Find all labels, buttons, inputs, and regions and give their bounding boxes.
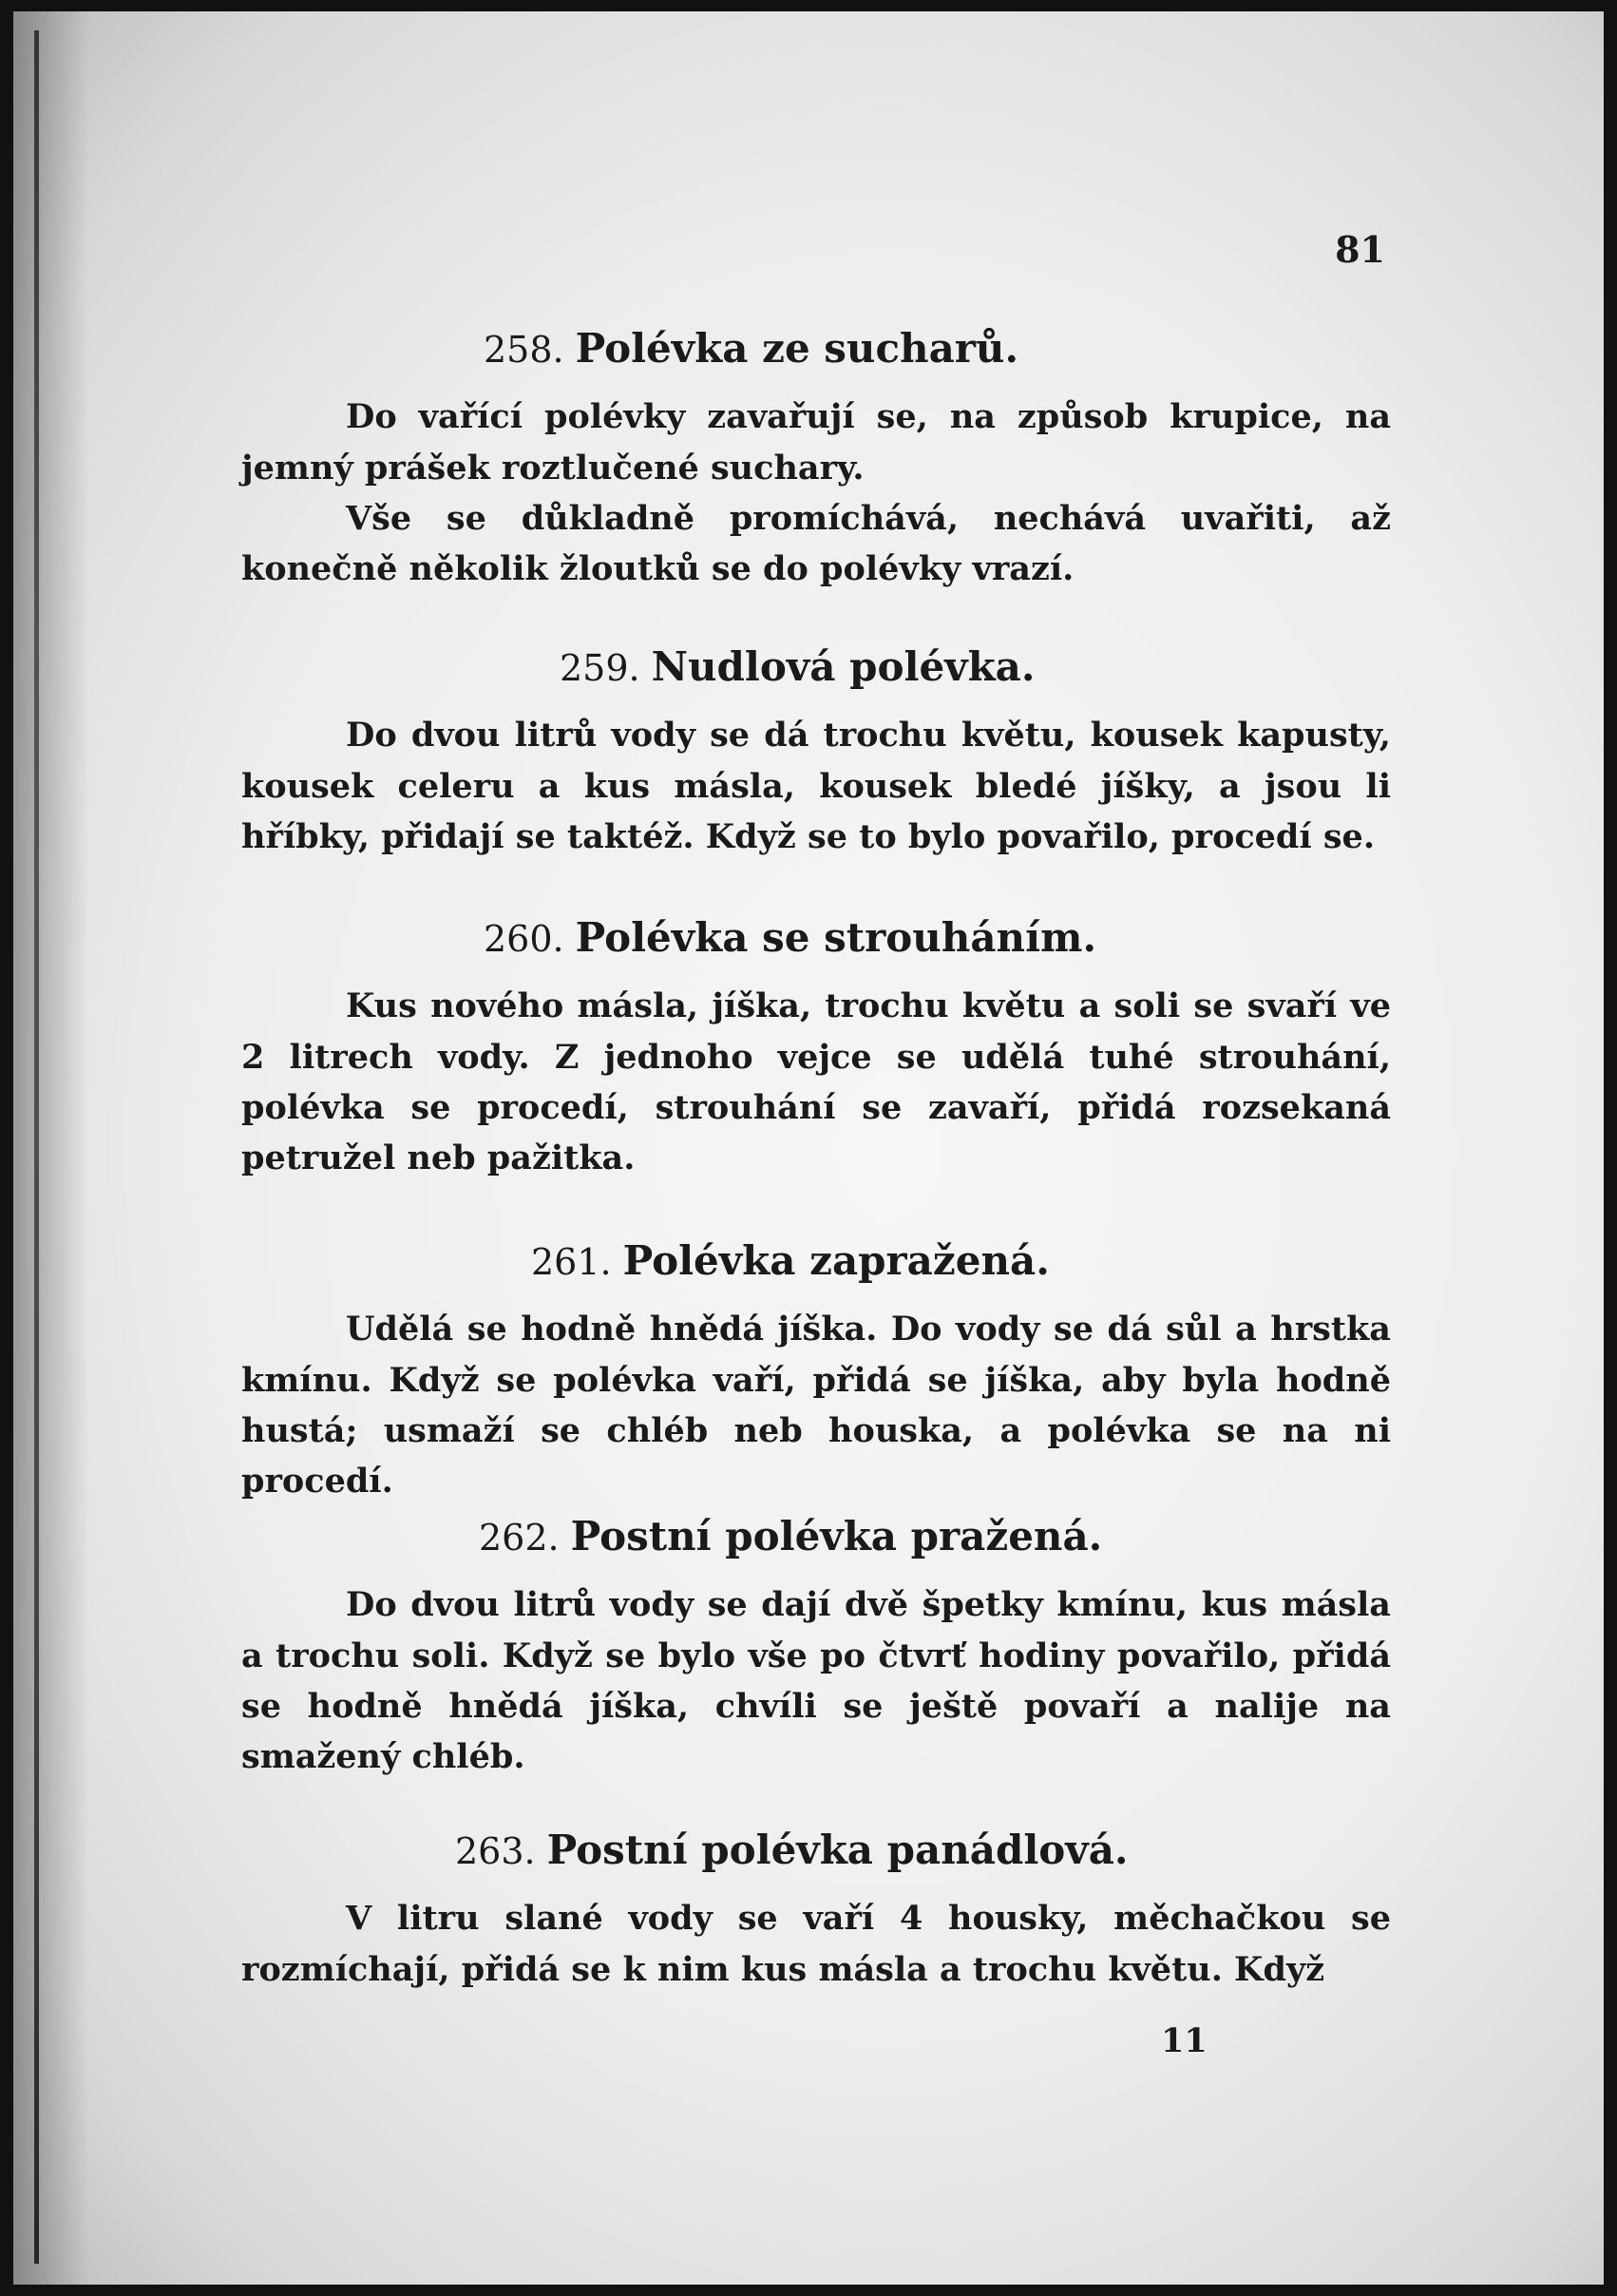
paragraph: Do vařící polévky zavařují se, na způsob krupice, na jemný prášek roztlučené suchary.: [241, 397, 1391, 488]
section-261: [241, 1237, 1391, 1506]
paragraph: Do dvou litrů vody se dají dvě špetky kmínu, kus másla a trochu soli. Když se bylo vše po čtvrť hodiny povařilo, přidá se hodně hnědá jíška, chvíli se ještě povaří a nalije na smažený chléb.: [241, 1585, 1391, 1776]
signature-mark: 11: [1161, 2021, 1208, 2060]
binding-shadow: [13, 11, 89, 2285]
section-heading: [241, 1237, 1391, 1285]
paragraph: Vše se důkladně promíchává, nechává uvařiti, až konečně několik žloutků se do polévky vrazí.: [241, 498, 1391, 588]
section-number: 260.: [484, 918, 564, 960]
section-heading: [241, 325, 1391, 373]
paragraph: V litru slané vody se vaří 4 housky, měchačkou se rozmíchají, přidá se k nim kus másla a trochu květu. Když: [241, 1899, 1391, 1989]
section-heading: [241, 1827, 1391, 1874]
gutter-line: [34, 30, 39, 2264]
section-heading: [241, 643, 1391, 691]
section-258: [241, 325, 1391, 594]
section-260: [241, 914, 1391, 1183]
section-number: 262.: [479, 1517, 560, 1559]
section-number: 259.: [560, 647, 640, 689]
section-263: [241, 1827, 1391, 1995]
section-heading: [241, 914, 1391, 962]
section-number: 261.: [531, 1241, 612, 1283]
paragraph: Udělá se hodně hnědá jíška. Do vody se dá sůl a hrstka kmínu. Když se polévka vaří, přidá se jíška, aby byla hodně hustá; usmaží se chléb neb houska, a polévka se na ni procedí.: [241, 1310, 1391, 1501]
section-number: 258.: [484, 329, 564, 371]
paragraph: Kus nového másla, jíška, trochu květu a soli se svaří ve 2 litrech vody. Z jednoho vejce se udělá tuhé strouhání, polévka se procedí, strouhání se zavaří, přidá rozsekaná petružel neb pažitka.: [241, 986, 1391, 1177]
section-262: [241, 1513, 1391, 1782]
section-title: Postní polévka pražená.: [570, 1513, 1103, 1559]
section-number: 263.: [455, 1830, 536, 1872]
section-259: [241, 643, 1391, 862]
page-number: 81: [1335, 228, 1385, 271]
section-title: Polévka ze sucharů.: [575, 325, 1019, 372]
section-title: Nudlová polévka.: [651, 643, 1036, 690]
section-title: Polévka se strouháním.: [575, 914, 1097, 961]
book-page: [13, 11, 1604, 2285]
section-title: Postní polévka panádlová.: [546, 1827, 1129, 1873]
section-heading: [241, 1513, 1391, 1560]
section-title: Polévka zapražená.: [622, 1237, 1050, 1284]
paragraph: Do dvou litrů vody se dá trochu květu, kousek kapusty, kousek celeru a kus másla, kousek bledé jíšky, a jsou li hříbky, přidají se taktéž. Když se to bylo povařilo, procedí se.: [241, 716, 1391, 856]
